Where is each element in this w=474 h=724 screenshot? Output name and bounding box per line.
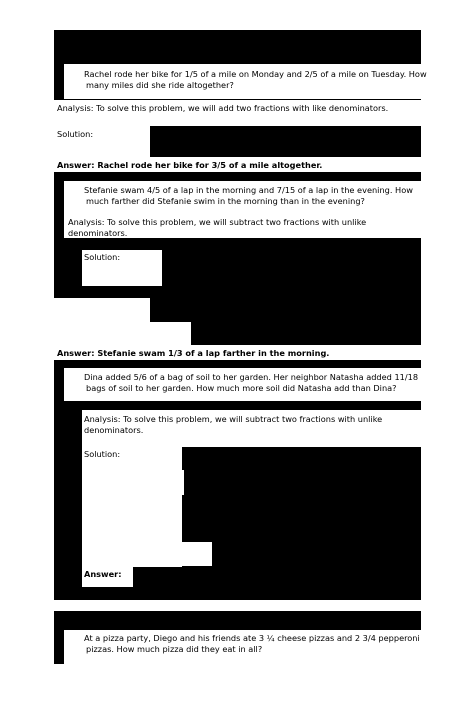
blank-row xyxy=(54,600,421,611)
problem-2-number: 2. xyxy=(54,185,62,195)
problem-4-question-text: At a pizza party, Diego and his friends ate 3 ¼ cheese pizzas and 2 3/4 pepperoni pizzas. How much pizza did they eat in all? xyxy=(84,633,420,654)
problem-2-work-area xyxy=(150,322,191,345)
problem-1-analysis: Analysis: To solve this problem, we will add two fractions with like denominators. xyxy=(57,103,389,113)
problem-3-number: 3. xyxy=(54,372,62,382)
problem-3-analysis: Analysis: To solve this problem, we will subtract two fractions with unlike denominators. xyxy=(84,414,383,435)
problem-3-question-text: Dina added 5/6 of a bag of soil to her garden. Her neighbor Natasha added 11/18 bags of soil to her garden. How much more soil did Natasha add than Dina? xyxy=(84,372,419,393)
problem-2-solution-label: Solution: xyxy=(84,252,121,262)
problem-1-solution-label: Solution: xyxy=(57,129,94,139)
problem-1-solution-redacted xyxy=(150,126,421,157)
problem-2-question-text: Stefanie swam 4/5 of a lap in the morning and 7/15 of a lap in the evening. How much farther did Stefanie swim in the morning than in the evening? xyxy=(84,185,413,206)
problem-3-solution-label: Solution: xyxy=(84,449,121,459)
problem-3-answer-label: Answer: xyxy=(84,569,122,579)
problem-1-answer: Answer: Rachel rode her bike for 3/5 of a mile altogether. xyxy=(57,160,323,170)
problem-2-analysis: Analysis: To solve this problem, we will subtract two fractions with unlike denominators. xyxy=(68,217,367,238)
problem-4-number: 4. xyxy=(54,633,62,643)
problem-1-question xyxy=(54,69,432,90)
problem-3-work-area xyxy=(182,542,212,566)
problem-2-question xyxy=(54,185,432,206)
problem-3-answer-redacted xyxy=(133,567,421,589)
problem-2-work-area xyxy=(54,298,150,345)
problem-2-answer: Answer: Stefanie swam 1/3 of a lap farther in the morning. xyxy=(57,348,330,358)
problem-3-work-area xyxy=(170,470,184,495)
problem-3-solution-box xyxy=(82,447,182,587)
problem-3-question xyxy=(54,372,432,393)
problem-1-number: 1. xyxy=(54,69,62,79)
problem-1-question-text: Rachel rode her bike for 1/5 of a mile on Monday and 2/5 of a mile on Tuesday. How many miles did she ride altogether? xyxy=(84,69,427,90)
problem-3-work-area xyxy=(170,518,182,543)
problem-4-question xyxy=(54,633,432,654)
